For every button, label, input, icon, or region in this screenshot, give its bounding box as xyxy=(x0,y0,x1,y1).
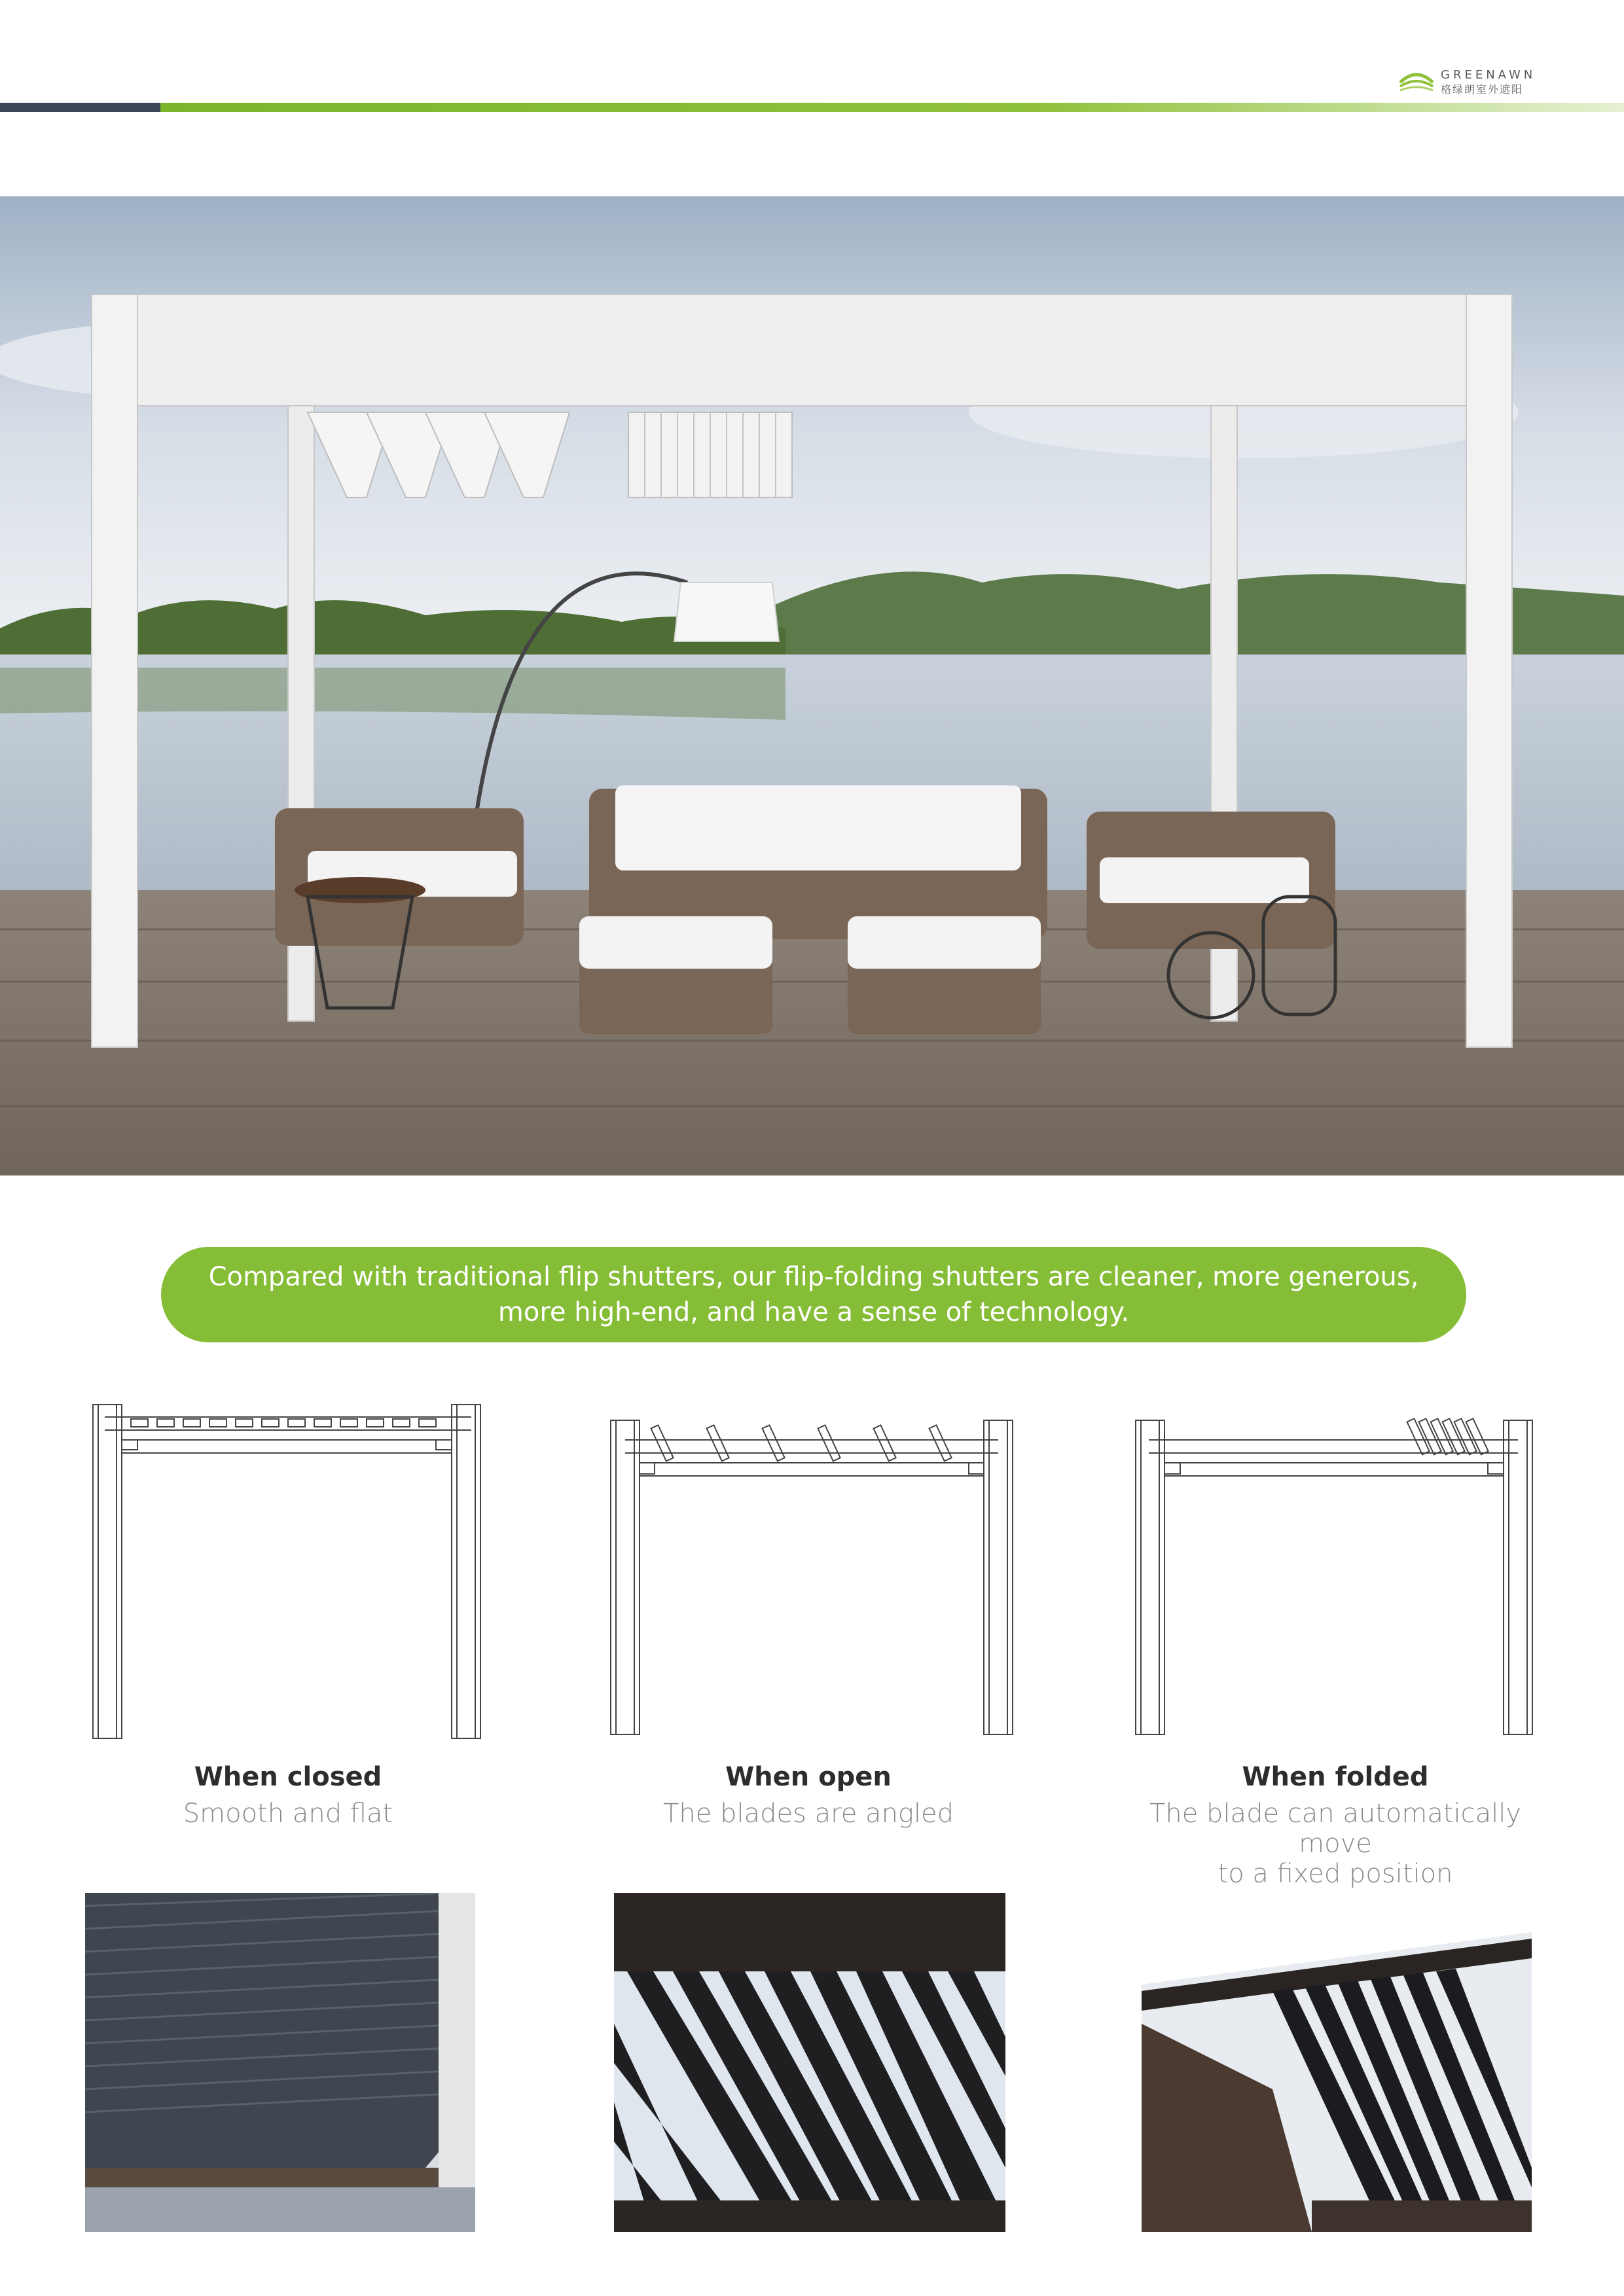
diagram-open xyxy=(605,1401,1024,1748)
photo-folded-roof xyxy=(1142,1893,1532,2232)
photo-open-roof xyxy=(614,1893,1005,2232)
photo-closed-roof xyxy=(85,1893,475,2232)
feature-banner xyxy=(161,1247,1466,1342)
caption-folded-description-line2: to a fixed position xyxy=(1218,1859,1453,1889)
diagram-closed-drawing xyxy=(85,1401,491,1748)
header-accent-bar-green xyxy=(160,103,1624,112)
diagram-open-drawing xyxy=(605,1401,1024,1748)
caption-folded-description-line1: The blade can automatically move xyxy=(1149,1799,1522,1859)
caption-open-description: The blades are angled xyxy=(662,1799,954,1829)
hero-photo-pergola xyxy=(0,196,1624,1175)
caption-folded-description xyxy=(1116,1799,1555,1889)
caption-open-title: When open xyxy=(725,1762,892,1792)
diagram-closed xyxy=(85,1401,491,1748)
brand-logo xyxy=(1398,68,1548,94)
hero-illustration xyxy=(0,196,1624,1175)
brand-logo-icon xyxy=(1398,69,1435,93)
diagram-folded xyxy=(1129,1401,1548,1748)
photo-closed-roof-image xyxy=(85,1893,475,2232)
brand-name-chinese: 格绿朗室外遮阳 xyxy=(1441,83,1524,96)
feature-banner-line1: Compared with traditional flip shutters, our flip-folding shutters are cleaner, more generous, xyxy=(208,1262,1419,1292)
diagram-folded-drawing xyxy=(1129,1401,1548,1748)
caption-folded-title: When folded xyxy=(1242,1762,1429,1792)
caption-closed-description: Smooth and flat xyxy=(183,1799,393,1829)
header-accent-bar-dark xyxy=(0,103,160,112)
feature-banner-line2: more high-end, and have a sense of technology. xyxy=(497,1297,1130,1327)
photo-open-roof-image xyxy=(614,1893,1005,2232)
caption-closed-title: When closed xyxy=(194,1762,382,1792)
brand-name: GREENAWN xyxy=(1441,68,1536,82)
photo-folded-roof-image xyxy=(1142,1893,1532,2232)
